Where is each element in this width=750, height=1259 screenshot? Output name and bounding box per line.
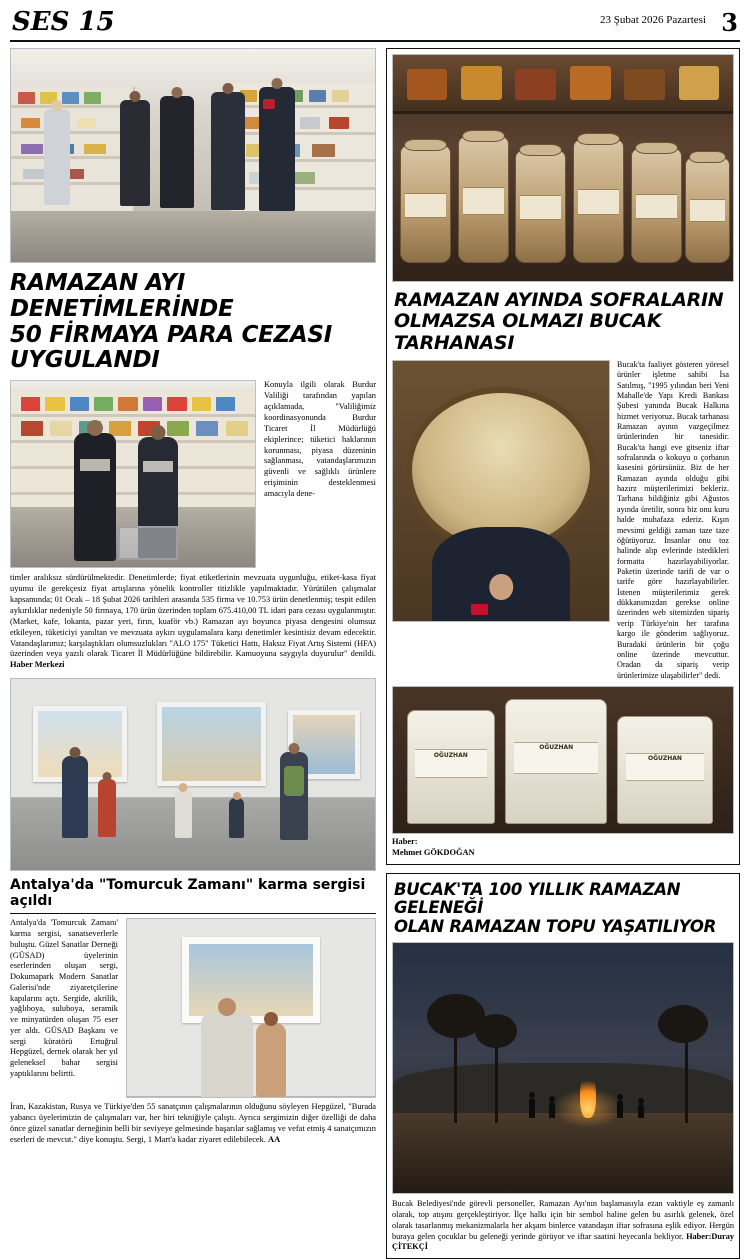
ramazan-topu-headline: [394, 881, 732, 936]
ramazan-topu-text: [392, 1199, 734, 1253]
main-story-body-text: timler aralıksız sürdürülmektedir. Denetimlerde; fiyat etiketlerinin mevzuata uygunluğu, etiket-kasa fiyat uyumu ile gerekçesiz fiyat artışlarına yönelik kontroller titizlikle yapılmaktadır. Yürütülen çalışmalar kapsamında; 01 Ocak – 18 Şubat 2026 tarihleri arasında 535 firma ve 10.753 ürün denetlenmiş; tespit edilen aykırılıklar nedeniyle 50 firmaya, 170 ürün üzerinden toplam 675.410,00 TL idari para cezası uygulanmıştır. (Market, kafe, lokanta, pazar yeri, fırın, kuaför vb.) Ramazan ayı boyunca piyasa dengesini olumsuz etkileyen, tüketiciyi yanıltan ve mevzuata aykırı uygulamalara karşı denetimler kesintisiz devam edecektir. Vatandaşlarımız; karşılaştıkları olumsuzlukları "ALO 175" Tüketici Hattı, Haksız Fiyat Artış Sistemi (HFA) üzerinden veya yazılı olarak Ticaret İl Müdürlüğüne bildirebilir. Kamuoyuna saygıyla duyurulur" denildi.: [10, 573, 376, 659]
ramazan-topu-story-box: [386, 873, 740, 1259]
publication-date: 23 Şubat 2026 Pazartesi: [599, 14, 706, 26]
exhibition-headline: Antalya'da "Tomurcuk Zamanı" karma sergisi açıldı: [10, 877, 376, 914]
gallery-visitors-photo: [10, 678, 376, 871]
market-inspection-photo: [10, 48, 376, 263]
masthead: [10, 8, 740, 42]
tarhana-byline-name: Mehmet GÖKDOĞAN: [392, 847, 475, 857]
gallery-painting-photo: [126, 918, 376, 1098]
exhibition-tail: [10, 1102, 376, 1146]
ramazan-topu-body-text: Bucak Belediyesi'nde görevli personeller, Ramazan Ayı'nın başlamasıyla ezan vaktiyle eş zamanlı olarak, top atışını gerçekleştiriyor. İlçe halkı için bir sembol haline gelen bu asırlık gelenek, özel olarak tasarlanmış mekanizmalarla her akşam binlerce vatandaşın iftar sofrasına eşlik ediyor. Hergün buraya gelen çocuklar bu geleneği yerinde görüyor ve iftar saatini heyecanla bekliyor.: [392, 1199, 734, 1241]
tarhana-headline-line1: RAMAZAN AYINDA SOFRALARIN: [394, 289, 724, 311]
left-column: [10, 48, 376, 1146]
tarhana-byline: [392, 837, 734, 859]
page-number: 3: [721, 8, 738, 37]
market-shelf-photo: [10, 380, 256, 568]
main-story-byline: Haber Merkezi: [10, 660, 65, 670]
tarhana-text: Bucak'ta faaliyet gösteren yöresel ürünler işletme sahibi İsa Satılmış, "1995 yılından beri Yeni Mahalle'de Yapı Kredi Bankası Şubesi yanında Bucak Halkına hizmet veriyoruz. Bucak tarhanası Ramazan ayının vazgeçilmez ürünlerinden bir tanesidir. Bucak'ta hangi eve gitseniz iftar sofralarında o kokuyu o çorbanın kasesini görürsünüz. Biz de her Ramazan ayında olduğu gibi hazırz müşterilerimizi bekleriz. Tarhana bildiğiniz gibi Ağustos ayında üretilir, sonra biz onu kuru halde muhafaza ederiz. Kışın mevsimi geldiği zaman taze taze öğütüyoruz. İnsanlar onu toz halinde alıp evlerinde istedikleri formatta hazırlayabiliyorlar. Paketin üzerinde tarifi de var o tarife göre hazırlayabilirler. İstenen müşterilerimiz gerek dükkanımızdan gerekse online üzerinden web sitemizden sipariş verip Türkiye'nin her tarafına kargo ile gönderim sağlıyoruz. Buradaki ürünlerin bir çoğu online üzerinde mevcuttur. Oradan da sipariş verip ürünlerimize ulaşabilirler" dedi.: [617, 359, 729, 680]
main-story-body: [10, 573, 376, 671]
main-headline-line2: 50 FİRMAYA PARA CEZASI UYGULANDI: [10, 321, 332, 374]
main-headline-line1: RAMAZAN AYI DENETİMLERİNDE: [10, 270, 234, 322]
exhibition-tail-text: İran, Kazakistan, Rusya ve Türkiye'den 55 sanatçının çalışmalarının olduğunu söyleyen Hepgüzel, "Burada yabancı üyelerimizin de çalışmaları var, her biri tekniğiyle çalıştı. Ayrıca sergimizin diğer özelliği de daha önce güzel sanatlar derneğinin belli bir seviyeye gelmesinde başarılar sağlamış ve vefat etmiş 4 sanatçımızın eserleri de mevcut." diye konuştu. Sergi, 1 Mart'a kadar ziyaret edilebilecek.: [10, 1102, 376, 1145]
exhibition-col2-text: GÜSAD Başkanı ve sergi küratörü Ertuğrul Hepgüzel, dernek olarak her yıl geleneksel bahar sergisi yaptıklarını belirtti.: [10, 1025, 118, 1078]
main-story-sidebar-text: Konuyla ilgili olarak Burdur Valiliği tarafından yapılan açıklamada, "Valiliğimiz koordinasyonunda Burdur Ticaret İl Müdürlüğü ekiplerince; tüketici haklarının korunması, piyasa düzeninin sağlanması, vatandaşlarımızın güvenli ve sağlıklı ürünlere erişiminin desteklenmesi amacıyla dene-: [264, 380, 376, 499]
main-story-mid: [10, 380, 376, 568]
exhibition-col1: [10, 918, 118, 1098]
ramazan-topu-headline-line1: BUCAK'TA 100 YILLIK RAMAZAN GELENEĞİ: [394, 879, 681, 918]
ramazan-topu-night-photo: [392, 942, 734, 1194]
tarhana-body: [392, 360, 734, 681]
ramazan-topu-headline-line2: OLAN RAMAZAN TOPU YAŞATILIYOR: [394, 916, 716, 936]
tarhana-sacks-photo: OĞUZHAN OĞUZHAN OĞUZHAN: [392, 686, 734, 834]
right-column: [386, 48, 740, 1259]
exhibition-col1-text: Antalya'da 'Tomurcuk Zamanı' karma sergisi, sanatseverlerle buluştu. Güzel Sanatlar Derneği (GÜSAD) üyelerinin eserlerinden oluşan sergi, Dokumapark Modern Sanatlar Galerisi'nde ziyaretçilerine kapılarını açtı. Sergide, akrilik, yağlıboya, suluboya, seramik ve minyatürden oluşan 75 eser yer aldı.: [10, 918, 118, 1035]
tarhana-jars-photo: [392, 54, 734, 282]
page-columns: [10, 48, 740, 1259]
tarhana-headline: [394, 290, 732, 354]
exhibition-byline: AA: [268, 1135, 281, 1145]
ramazan-topu-byline: Haber:Duray ÇİTEKÇİ: [392, 1231, 734, 1252]
publication-logo: SES 15: [12, 7, 115, 37]
tarhana-byline-label: Haber:: [392, 836, 418, 846]
exhibition-body: [10, 918, 376, 1098]
tarhana-producer-photo: [392, 360, 610, 622]
tarhana-story-box: [386, 48, 740, 865]
tarhana-headline-line2: OLMAZSA OLMAZI BUCAK TARHANASI: [394, 310, 662, 354]
main-headline: [10, 271, 376, 374]
